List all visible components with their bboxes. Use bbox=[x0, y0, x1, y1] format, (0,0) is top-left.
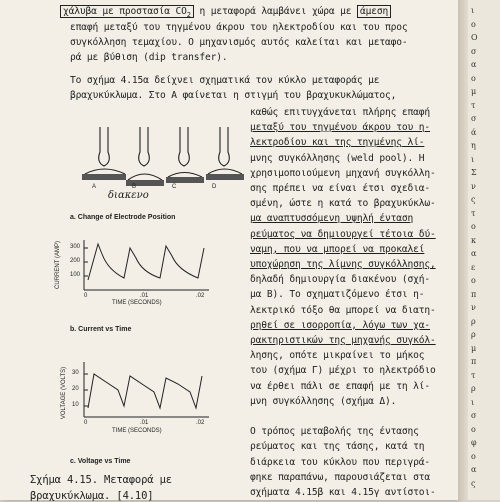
y-tick: 20 bbox=[72, 386, 79, 392]
x-tick: 0 bbox=[84, 420, 88, 426]
facing-page-fragment: μ bbox=[471, 343, 477, 353]
text-line: διάρκεια του κύκλου που περιγρά- bbox=[250, 456, 431, 468]
facing-page-fragment: π bbox=[471, 289, 477, 299]
text-line: ρεύματος να δημιουργεί τέτοια δύ- bbox=[250, 228, 436, 240]
x-axis-label: TIME (SECONDS) bbox=[112, 428, 162, 434]
facing-page-fragment: σ bbox=[471, 411, 477, 420]
facing-page-fragment: ρ bbox=[471, 316, 476, 326]
x-tick: .01 bbox=[140, 420, 149, 426]
y-tick: 200 bbox=[70, 258, 81, 264]
facing-page-fragment: φ bbox=[471, 438, 477, 447]
facing-page-fragment: ς bbox=[471, 478, 476, 488]
handwritten-note: διακενο bbox=[108, 190, 149, 201]
x-tick: .02 bbox=[196, 420, 205, 426]
facing-page-fragment: τ bbox=[471, 100, 476, 110]
text-line: δηλαδή δημιουργία διακένου (σχή- bbox=[250, 274, 431, 286]
facing-page-fragment: α bbox=[471, 60, 477, 69]
text-line: ρακτηριστικών της μηχανής συγκόλ- bbox=[250, 335, 436, 346]
facing-page-fragment: ι bbox=[471, 397, 475, 407]
text-line: επαφή μεταξύ του τηγμένου άκρου του ηλεκτροδίου και του προς bbox=[70, 22, 408, 33]
facing-page-fragment: ς bbox=[471, 195, 476, 204]
text-line: ρά με βύθιση (dip transfer). bbox=[70, 52, 228, 63]
drop-label: D bbox=[212, 184, 217, 190]
y-tick: 300 bbox=[70, 244, 81, 250]
facing-page-fragment: ά bbox=[471, 127, 477, 137]
y-axis-label: VOLTAGE (VOLTS) bbox=[61, 366, 68, 420]
facing-page-fragment: ο bbox=[471, 19, 476, 29]
y-tick: 30 bbox=[72, 370, 79, 376]
facing-page-fragment: ο bbox=[471, 276, 476, 285]
facing-page-fragment: ε bbox=[471, 262, 476, 272]
facing-page-fragment: μ bbox=[471, 87, 477, 96]
facing-page-fragment: ο bbox=[471, 451, 476, 461]
drop-label: B bbox=[132, 184, 137, 190]
facing-page-fragment: σ bbox=[471, 46, 477, 56]
y-axis-label: CURRENT (AMP) bbox=[54, 241, 61, 289]
facing-page-fragment: ι bbox=[471, 6, 475, 15]
text-line: Ο τρόπος μεταβολής της έντασης bbox=[250, 426, 419, 438]
text-line: καθώς επιτυγχάνεται πλήρης επαφή bbox=[250, 107, 431, 118]
figure-caption: βραχυκύκλωμα. [4.10] bbox=[30, 490, 154, 502]
text-line: φηκε παραπάνω, παρουσιάζεται στα bbox=[250, 471, 431, 483]
caption-a: a. Change of Electrode Position bbox=[70, 214, 176, 221]
facing-page-fragment: ν bbox=[471, 181, 476, 191]
x-axis-label: TIME (SECONDS) bbox=[112, 300, 162, 306]
facing-page-fragment: α bbox=[471, 249, 477, 258]
facing-page-fragment: τ bbox=[471, 208, 476, 218]
facing-page-fragment: ο bbox=[471, 222, 476, 231]
book-gutter bbox=[458, 0, 468, 500]
caption-c: c. Voltage vs Time bbox=[70, 458, 131, 465]
electrode-diagram bbox=[80, 122, 240, 217]
facing-page-fragment: τ bbox=[471, 370, 476, 380]
facing-page-fragment: κ bbox=[471, 235, 476, 245]
y-tick: 10 bbox=[72, 402, 79, 408]
x-tick: .01 bbox=[140, 293, 149, 299]
text-line: βραχυκύκλωμα. Στο Α φαίνεται η στιγμή του βραχυκυκλώματος, bbox=[70, 90, 397, 101]
facing-page-fragment: η bbox=[471, 141, 476, 150]
text-line: λησης, οπότε μικραίνει το μήκος bbox=[250, 350, 425, 362]
text-line: χρησιμοποιούμενη μηχανή συγκόλλη- bbox=[250, 167, 436, 179]
text-line: σης πρέπει να είναι έτσι σχεδια- bbox=[250, 183, 431, 194]
facing-page bbox=[468, 0, 500, 500]
boxed-word: άμεση bbox=[357, 5, 391, 18]
text-line: ρηθεί σε ισορροπία, λόγω των χα- bbox=[250, 319, 431, 331]
y-tick: 100 bbox=[70, 272, 81, 278]
text-line: μνης συγκόλλησης (weld pool). Η bbox=[250, 152, 425, 164]
facing-page-fragment: ο bbox=[471, 73, 476, 83]
voltage-plot bbox=[84, 362, 214, 422]
facing-page-fragment: ρ bbox=[471, 384, 476, 393]
text-line: Το σχήμα 4.15α δείχνει σχηματικά τον κύκλο μεταφοράς με bbox=[70, 75, 380, 86]
text-line: λεκτροδίου και της τηγμένης λί- bbox=[250, 137, 425, 149]
facing-page-fragment: Ο bbox=[471, 33, 478, 42]
text-line: συγκόλληση τεμαχίου. Ο μηχανισμός αυτός καλείται και μεταφο- bbox=[70, 37, 408, 48]
facing-page-fragment: π bbox=[471, 357, 477, 366]
facing-page-fragment: ο bbox=[471, 424, 476, 434]
facing-page-fragment: α bbox=[471, 465, 477, 474]
drop-label: A bbox=[92, 184, 97, 190]
text-line: μα Β). Το σχηματιζόμενο έτσι η- bbox=[250, 289, 425, 301]
x-tick: .02 bbox=[196, 293, 205, 299]
text-line: χάλυβα με προστασία $CO_2$ η μεταφορά λαμβάνει χώρα με άμεση bbox=[60, 6, 391, 19]
text-line: του (σχήμα Γ) μέχρι το ηλεκτρόδιο bbox=[250, 365, 436, 377]
text-line: μνη συγκόλλησης (σχήμα Δ). bbox=[250, 395, 397, 407]
facing-page-fragment: ρ bbox=[471, 330, 476, 339]
text-line: μεταξύ του τηγμένου άκρου του η- bbox=[250, 122, 431, 134]
facing-page-fragment: ι bbox=[471, 154, 475, 164]
text-line: να έρθει πάλι σε επαφή με τη λί- bbox=[250, 380, 431, 392]
drop-label: C bbox=[172, 184, 177, 190]
text-line: ναμη, που να μπορεί να προκαλεί bbox=[250, 243, 425, 255]
figure-caption: Σχήμα 4.15. Μεταφορά με bbox=[30, 474, 172, 486]
text-line: υποχώρηση της λίμνης συγκόλλησης, bbox=[250, 259, 436, 270]
text-line: σχήματα 4.15β και 4.15γ αντίστοι- bbox=[250, 487, 436, 498]
boxed-phrase: χάλυβα με προστασία $CO_2$ bbox=[60, 5, 194, 18]
facing-page-fragment: ν bbox=[471, 303, 476, 312]
facing-page-fragment: σ bbox=[471, 114, 477, 123]
facing-page-fragment: Σ bbox=[471, 168, 477, 177]
text-line: μα αναπτυσσόμενη υψηλή ένταση bbox=[250, 213, 414, 225]
x-tick: 0 bbox=[84, 293, 88, 299]
caption-b: b. Current vs Time bbox=[70, 326, 132, 333]
text-line: λεκτρικό τόξο θα μπορεί να διατη- bbox=[250, 304, 436, 316]
text-line: σμένη, ώστε η κατά το βραχυκύκλω- bbox=[250, 198, 436, 210]
current-plot bbox=[84, 240, 214, 295]
text-line: ρεύματος και της τάσης, κατά τη bbox=[250, 441, 425, 453]
